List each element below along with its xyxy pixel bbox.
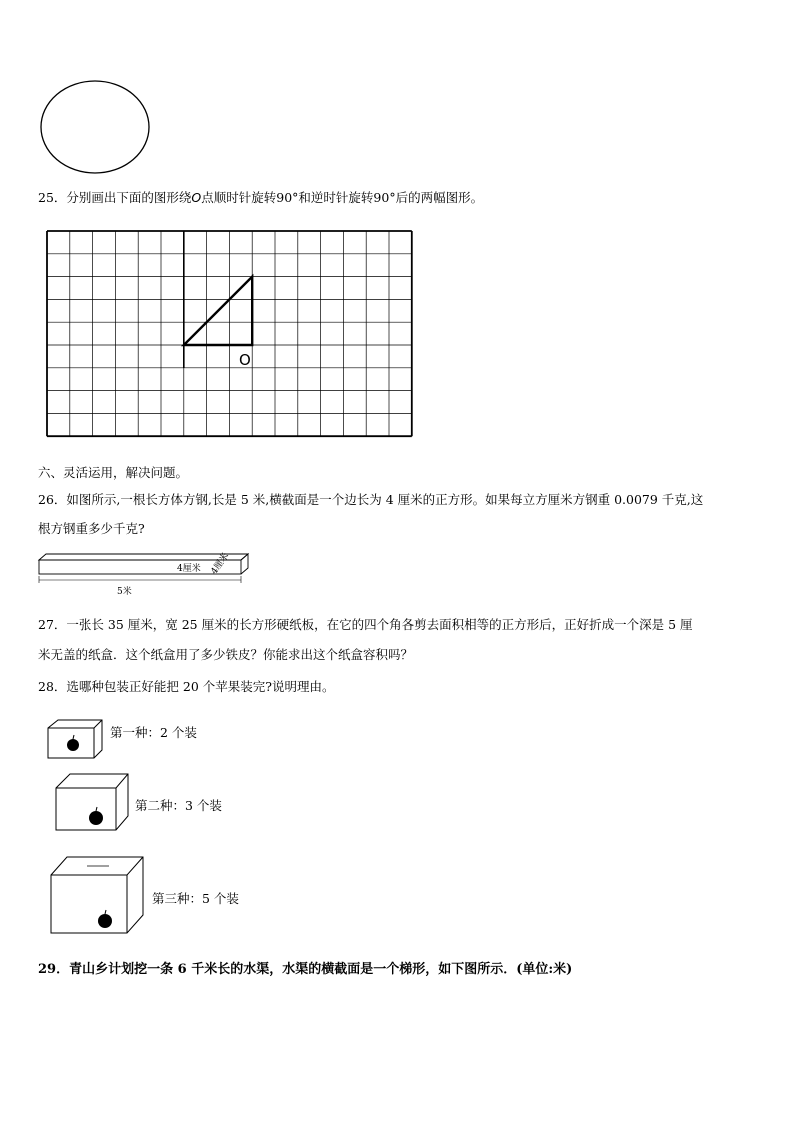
box-option-3-label: 第三种：5 个装 [152, 891, 239, 906]
box-option-2-figure [54, 770, 130, 834]
steel-bar-depth-label: 4厘米 [209, 551, 232, 577]
box-option-1-figure [46, 710, 106, 762]
point-o-label: O [191, 190, 202, 205]
question-28: 28．选哪种包装正好能把 20 个苹果装完?说明理由。 [38, 679, 335, 694]
box-option-1-label: 第一种：2 个装 [110, 725, 197, 740]
question-26-line1: 26．如图所示,一根长方体方钢,长是 5 米,横截面是一个边长为 4 厘米的正方形。如果每立方厘米方钢重 0.0079 千克,这 [38, 492, 704, 507]
ellipse-figure [40, 80, 152, 176]
rotation-grid [46, 230, 414, 440]
question-25: 25．分别画出下面的图形绕O点顺时针旋转90°和逆时针旋转90°后的两幅图形。 [38, 190, 484, 205]
question-26-line2: 根方钢重多少千克? [38, 521, 145, 536]
section-6-title: 六、灵活运用，解决问题。 [38, 465, 189, 480]
question-27-line1: 27．一张长 35 厘米，宽 25 厘米的长方形硬纸板，在它的四个角各剪去面积相等的正方形后，正好折成一个深是 5 厘 [38, 617, 693, 632]
steel-bar-length-label: 5米 [117, 587, 132, 597]
box-option-2-label: 第二种：3 个装 [135, 798, 222, 813]
grid-point-o-label: O [239, 351, 251, 369]
right-triangle-shape [184, 277, 252, 345]
steel-bar-height-label: 4厘米 [177, 564, 201, 574]
question-27-line2: 米无盖的纸盒．这个纸盒用了多少铁皮？你能求出这个纸盒容积吗？ [38, 647, 414, 662]
box-option-3-figure [49, 855, 147, 937]
question-29: 29．青山乡计划挖一条 6 千米长的水渠，水渠的横截面是一个梯形，如下图所示．(单位:米) [38, 962, 573, 977]
steel-bar-figure [36, 552, 236, 602]
